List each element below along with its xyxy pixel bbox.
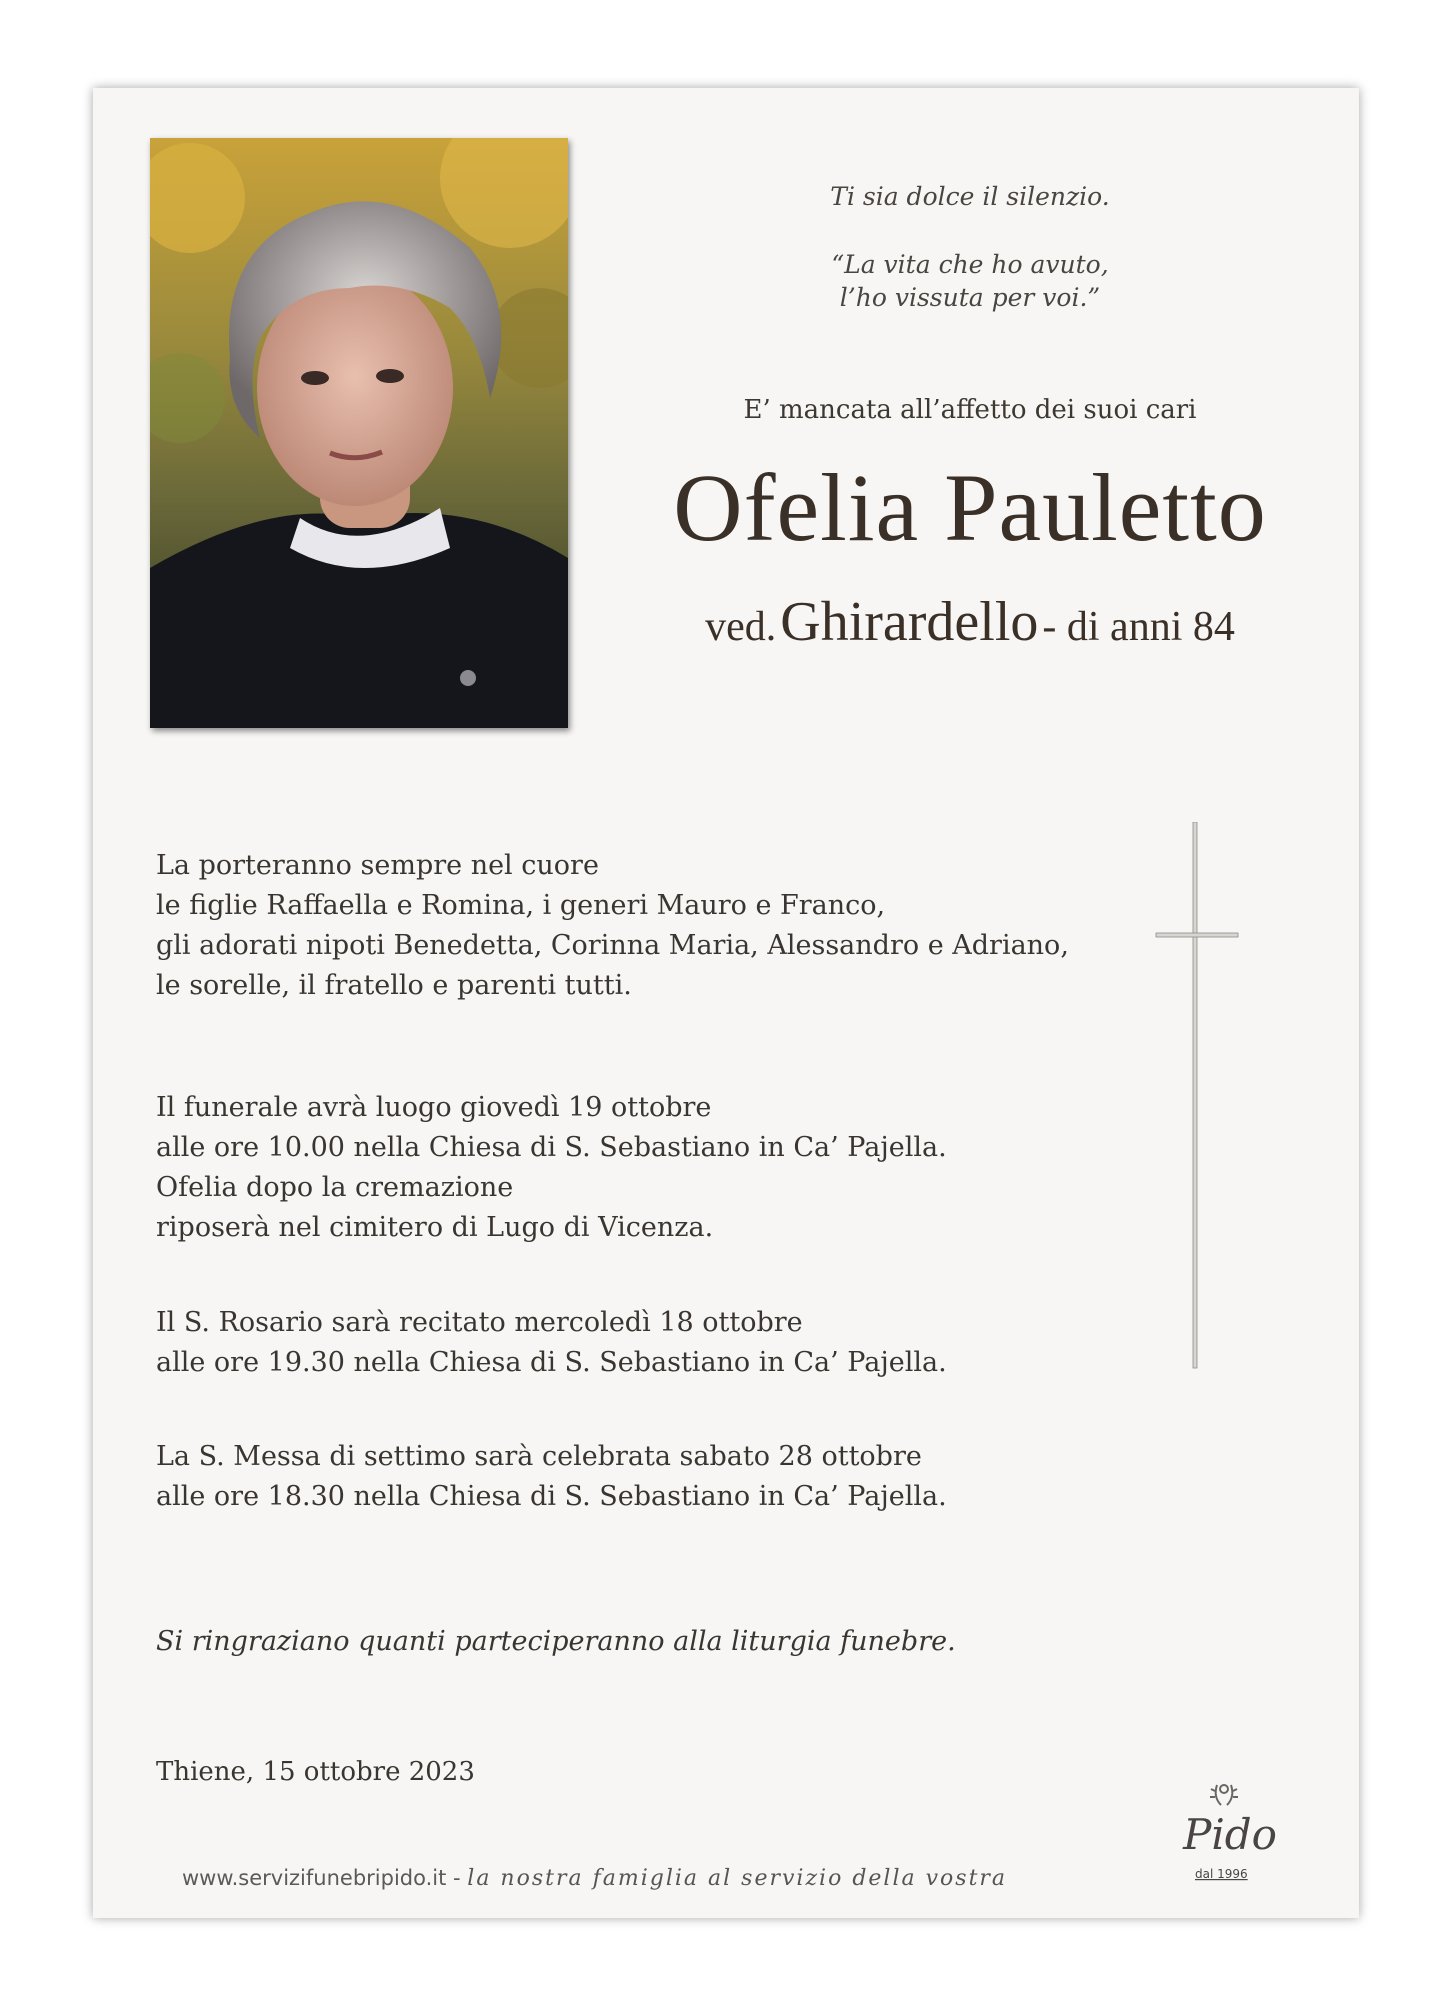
portrait-photo: [150, 138, 568, 728]
text-line: riposerà nel cimitero di Lugo di Vicenza.: [156, 1212, 714, 1243]
text-line: La porteranno sempre nel cuore: [156, 850, 599, 881]
text-line: alle ore 10.00 nella Chiesa di S. Sebastiano in Ca’ Pajella.: [156, 1132, 947, 1163]
married-name: Ghirardello: [780, 591, 1039, 653]
text-line: alle ore 19.30 nella Chiesa di S. Sebastiano in Ca’ Pajella.: [156, 1347, 947, 1378]
brand-name: Pido: [1183, 1810, 1277, 1859]
mass-paragraph: [156, 1437, 947, 1517]
text-line: le figlie Raffaella e Romina, i generi Mauro e Franco,: [156, 890, 886, 921]
intro-text: E’ mancata all’affetto dei suoi cari: [743, 395, 1197, 425]
footer-separator: -: [446, 1866, 468, 1890]
quote-line: l’ho vissuta per voi.”: [839, 283, 1101, 312]
text-line: le sorelle, il fratello e parenti tutti.: [156, 970, 632, 1001]
widow-prefix: ved.: [705, 604, 777, 650]
name-details: [580, 590, 1360, 654]
footer-slogan: la nostra famiglia al servizio della vostra: [467, 1866, 1008, 1891]
deceased-name: Ofelia Pauletto: [673, 454, 1267, 561]
quote-silence: Ti sia dolce il silenzio.: [830, 182, 1110, 211]
wreath-icon: [1210, 1785, 1238, 1805]
family-paragraph: [156, 846, 1069, 1006]
text-line: Il funerale avrà luogo giovedì 19 ottobre: [156, 1092, 712, 1123]
footer: [182, 1866, 1007, 1891]
place-date: Thiene, 15 ottobre 2023: [156, 1757, 475, 1787]
company-logo: [1175, 1775, 1285, 1885]
cross-icon: [1150, 822, 1240, 1372]
thanks-text: Si ringraziano quanti parteciperanno alla liturgia funebre.: [156, 1626, 956, 1657]
text-line: Il S. Rosario sarà recitato mercoledì 18 ottobre: [156, 1307, 803, 1338]
age-text: - di anni 84: [1042, 604, 1235, 650]
quote-life: [760, 248, 1180, 314]
brand-since: dal 1996: [1195, 1867, 1248, 1881]
funeral-paragraph: [156, 1088, 947, 1248]
quote-line: “La vita che ho avuto,: [831, 250, 1109, 279]
rosary-paragraph: [156, 1303, 947, 1383]
website-link[interactable]: www.servizifunebripido.it: [182, 1866, 447, 1890]
text-line: Ofelia dopo la cremazione: [156, 1172, 514, 1203]
text-line: gli adorati nipoti Benedetta, Corinna Maria, Alessandro e Adriano,: [156, 930, 1069, 961]
text-line: La S. Messa di settimo sarà celebrata sabato 28 ottobre: [156, 1441, 922, 1472]
text-line: alle ore 18.30 nella Chiesa di S. Sebastiano in Ca’ Pajella.: [156, 1481, 947, 1512]
